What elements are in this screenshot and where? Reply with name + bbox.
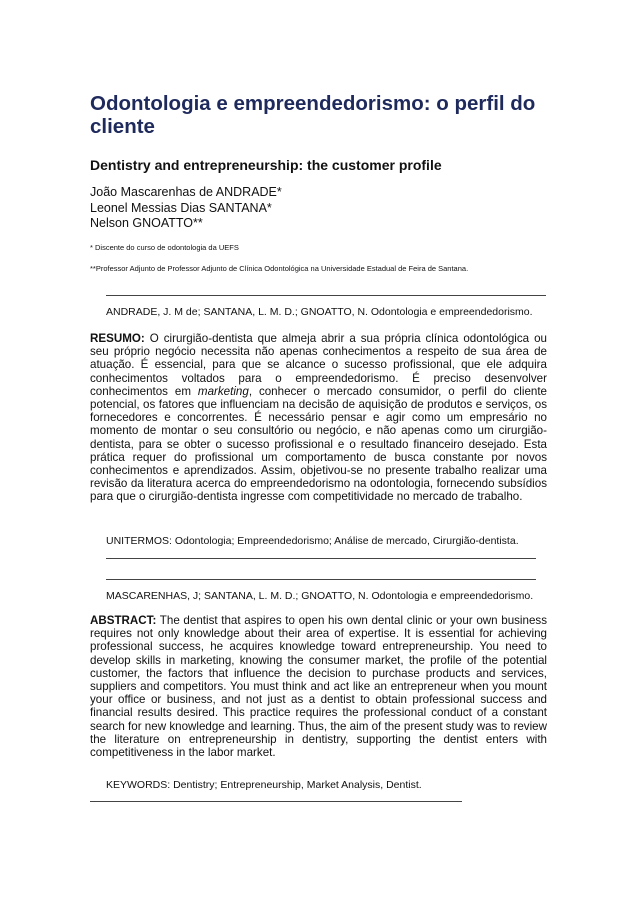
- author-footnote: **Professor Adjunto de Professor Adjunto de Clínica Odontológica na Universidade Estadual de Feira de Santana.: [90, 264, 469, 273]
- resumo-text-cont: , conhecer o mercado consumidor, o perfil do cliente potencial, os fatores que influenciam na decisão de aquisição de produtos e serviços, os fornecedores e concorrentes. É necessário pensar e agir como um empresário no momento de montar o seu consultório ou negócio, e não apenas como um cirurgião-dentista, para se obter o sucesso profissional e o resultado financeiro desejado. Esta prática requer do profissional um comportamento de busca constante por novos conhecimentos e aprendizados. Assim, objetivou-se no presente trabalho realizar uma revisão da literatura acerca do empreendedorismo na odontologia, fornecendo subsídios para que o cirurgião-dentista ingresse com competitividade no mercado de trabalho.: [90, 384, 548, 504]
- article-subtitle: Dentistry and entrepreneurship: the customer profile: [90, 157, 442, 173]
- divider-line: [106, 558, 536, 559]
- resumo-text: O cirurgião-dentista que almeja abrir a sua própria clínica odontológica ou seu próprio negócio necessita não apenas conhecimentos a respeito de sua área de atuação. É essencial, para que se alcance o sucesso profissional, que ele adquira conhecimentos voltados para o empreendedorismo. É preciso desenvolver conhecimentos em: [90, 332, 547, 398]
- author-name: Nelson GNOATTO**: [90, 216, 203, 230]
- resumo-emphasis: marketing: [197, 384, 249, 398]
- citation-portuguese: ANDRADE, J. M de; SANTANA, L. M. D.; GNOATTO, N. Odontologia e empreendedorismo.: [106, 306, 533, 318]
- citation-english: MASCARENHAS, J; SANTANA, L. M. D.; GNOATTO, N. Odontologia e empreendedorismo.: [106, 590, 534, 602]
- keywords: KEYWORDS: Dentistry; Entrepreneurship, Market Analysis, Dentist.: [106, 779, 422, 791]
- article-title: Odontologia e empreendedorismo: o perfil do cliente: [90, 92, 536, 138]
- author-list: [90, 185, 282, 232]
- abstract-text: The dentist that aspires to open his own dental clinic or your own business requires not only knowledge about their area of expertise. It is essential for achieving professional success, he acquires knowledge toward entrepreneurship. You need to develop skills in marketing, knowing the consumer market, the profile of the potential customer, the factors that influence the decision to purchase products and services, suppliers and competitors. You must think and act like an entrepreneur when you mount your office or business, and not just as a dentist to obtain professional success and financial results desired. This practice requires the professional conduct of a constant search for new knowledge and learning. Thus, the aim of the present study was to review the literature on entrepreneurship in dentistry, supporting the dentist enters with competitiveness in the labor market.: [90, 614, 547, 760]
- abstract-label: ABSTRACT:: [90, 614, 157, 627]
- resumo-paragraph: [90, 332, 547, 504]
- resumo-label: RESUMO:: [90, 332, 145, 345]
- divider-line: [90, 801, 462, 802]
- divider-line: [106, 579, 536, 580]
- abstract-paragraph: [90, 614, 547, 759]
- author-name: João Mascarenhas de ANDRADE*: [90, 185, 282, 199]
- author-footnote: * Discente do curso de odontologia da UEFS: [90, 243, 239, 252]
- unitermos: UNITERMOS: Odontologia; Empreendedorismo; Análise de mercado, Cirurgião-dentista.: [106, 535, 519, 547]
- divider-line: [106, 295, 546, 296]
- author-name: Leonel Messias Dias SANTANA*: [90, 200, 272, 215]
